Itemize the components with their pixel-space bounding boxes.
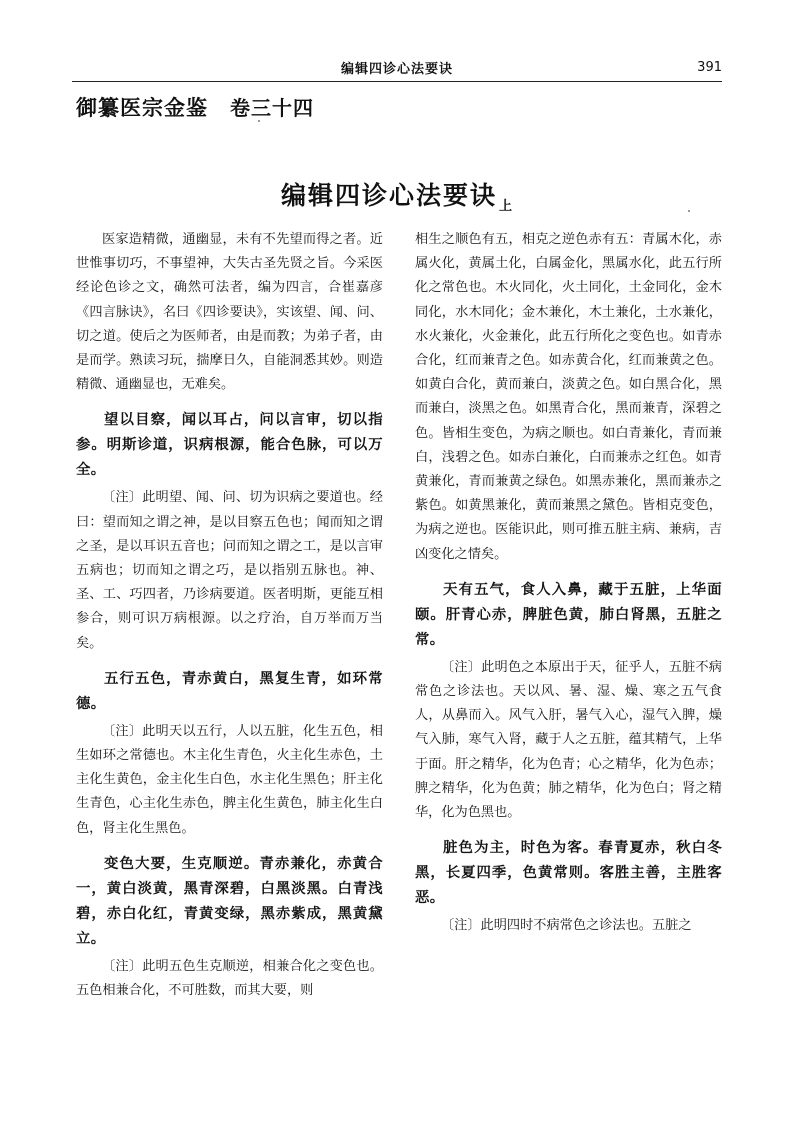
annotation: 〔注〕此明天以五行，人以五脏，化生五色，相生如环之常德也。木主化生青色，火主化生赤色，土主化生黄色，金主化生白色，水主化生黑色；肝主化生青色，心主化生赤色，脾主化生黄色，肺主化生白色，肾主化生黑色。	[76, 723, 383, 836]
column-right	[415, 228, 722, 1018]
paragraph: 医家造精微，通幽显，未有不先望而得之者。近世惟事切巧，不事望神，大失古圣先贤之旨。今采医经论色诊之文，确然可法者，编为四言，合崔嘉彦《四言脉诀》，名曰《四诊要诀》，实该望、闻、问、切之道。使后之为医师者，由是而教；为弟子者，由是而学。熟读习玩，揣摩日久，自能洞悉其妙。则造精微、通幽显也，无难矣。	[76, 232, 383, 393]
book-title: 御纂医宗金鉴	[76, 96, 208, 120]
volume-label: 卷三十四	[230, 96, 314, 120]
chapter-title-suffix: 上	[499, 199, 513, 214]
annotation: 〔注〕此明望、闻、问、切为识病之要道也。经曰：望而知之谓之神，是以目察五色也；闻而知之谓之圣，是以耳识五音也；问而知之谓之工，是以言审五病也；切而知之谓之巧，是以指别五脉也。神、圣、工、巧四者，乃诊病要道。医者明斯，更能互相参合，则可识万病根源。以之疗治，自万举而万当矣。	[76, 490, 383, 651]
chapter-title-text: 编辑四诊心法要诀	[280, 181, 497, 210]
scan-speck	[258, 120, 260, 122]
verse-passage: 变色大要，生克顺逆。青赤兼化，赤黄合一，黄白淡黄，黑青深碧，白黑淡黑。白青浅碧，赤白化红，青黄变绿，黑赤紫成，黑黄黛立。	[76, 855, 383, 947]
verse-passage: 脏色为主，时色为客。春青夏赤，秋白冬黑，长夏四季，色黄常则。客胜主善，主胜客恶。	[415, 840, 722, 907]
column-left	[76, 228, 383, 1018]
page-title	[0, 176, 793, 214]
annotation: 〔注〕此明五色生克顺逆，相兼合化之变色也。五色相兼合化，不可胜数，而其大要，则	[76, 958, 383, 999]
running-head-title: 编辑四诊心法要诀	[340, 62, 453, 77]
page-number: 391	[697, 60, 722, 75]
annotation: 〔注〕此明色之本原出于天，征乎人，五脏不病常色之诊法也。天以风、暑、湿、燥、寒之五气食人，从鼻而入。风气入肝，暑气入心，湿气入脾，燥气入肺，寒气入肾，藏于人之五脏，蕴其精气，上华于面。肝之精华，化为色青；心之精华，化为色赤；脾之精华，化为色黄；肺之精华，化为色白；肾之精华，化为色黑也。	[415, 659, 722, 821]
annotation: 〔注〕此明四时不病常色之诊法也。五脏之	[441, 918, 692, 934]
body-columns	[76, 228, 722, 1018]
paragraph: 相生之顺色有五，相克之逆色赤有五：青属木化，赤属火化，黄属土化，白属金化，黑属水化，此五行所化之常色也。木火同化，火土同化，土金同化，金木同化，水木同化；金木兼化，木土兼化，土水兼化，水火兼化，火金兼化，此五行所化之变色也。如青赤合化，红而兼青之色。如赤黄合化，红而兼黄之色。如黄白合化，黄而兼白，淡黄之色。如白黑合化，黑而兼白，淡黑之色。如黑青合化，黑而兼青，深碧之色。皆相生变色，为病之顺也。如白青兼化，青而兼白，浅碧之色。如赤白兼化，白而兼赤之红色。如青黄兼化，青而兼黄之绿色。如黑赤兼化，黑而兼赤之紫色。如黄黑兼化，黄而兼黑之黛色。皆相克变色，为病之逆也。医能识此，则可推五脏主病、兼病，吉凶变化之情矣。	[415, 232, 722, 562]
running-head	[72, 58, 722, 84]
scan-speck	[688, 210, 690, 212]
verse-passage: 五行五色，青赤黄白，黑复生青，如环常德。	[76, 670, 383, 712]
header-divider	[72, 81, 722, 82]
verse-passage: 天有五气，食人入鼻，藏于五脏，上华面颐。肝青心赤，脾脏色黄，肺白肾黑，五脏之常。	[415, 581, 722, 648]
book-title-line	[76, 92, 314, 122]
verse-passage: 望以目察，闻以耳占，问以言审，切以指参。明斯诊道，识病根源，能合色脉，可以万全。	[76, 412, 383, 479]
